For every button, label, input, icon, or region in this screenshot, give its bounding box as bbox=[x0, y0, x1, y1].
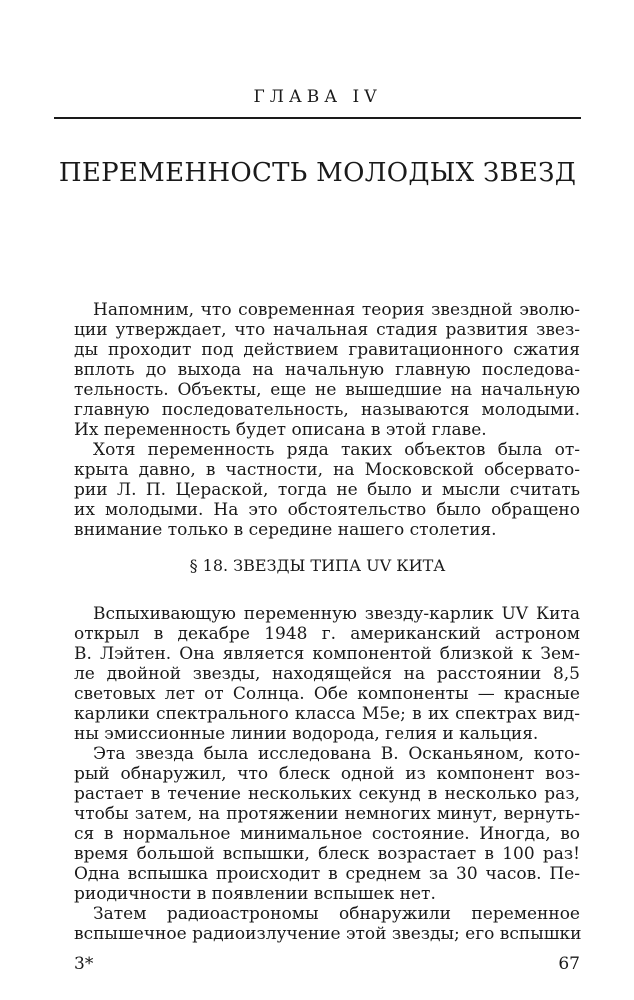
page-number: 67 bbox=[558, 954, 580, 974]
text-line: вплоть до выхода на начальную главную последова- bbox=[74, 360, 580, 380]
signature-mark: 3* bbox=[74, 954, 94, 974]
text-line: открыл в декабре 1948 г. американский астроном bbox=[74, 624, 580, 644]
text-line: Затем радиоастрономы обнаружили переменное bbox=[93, 904, 580, 924]
text-line: ле двойной звезды, находящейся на расстоянии 8,5 bbox=[74, 664, 580, 684]
text-line: риодичности в появлении вспышек нет. bbox=[74, 884, 436, 904]
text-line: рый обнаружил, что блеск одной из компонент воз- bbox=[74, 764, 580, 784]
text-line: главную последовательность, называются молодыми. bbox=[74, 400, 580, 420]
text-line: тельность. Объекты, еще не вышедшие на начальную bbox=[74, 380, 580, 400]
text-line: чтобы затем, на протяжении немногих минут, вернуть- bbox=[74, 804, 580, 824]
section-heading: § 18. ЗВЕЗДЫ ТИПА UV КИТА bbox=[189, 556, 446, 575]
text-line: внимание только в середине нашего столетия. bbox=[74, 520, 497, 540]
text-line: их молодыми. На это обстоятельство было обращено bbox=[74, 500, 580, 520]
text-line: Хотя переменность ряда таких объектов была от- bbox=[93, 440, 580, 460]
text-line: Одна вспышка происходит в среднем за 30 часов. Пе- bbox=[74, 864, 580, 884]
text-line: Эта звезда была исследована В. Осканьяном, кото- bbox=[93, 744, 580, 764]
text-line: ции утверждает, что начальная стадия развития звез- bbox=[74, 320, 580, 340]
text-line: световых лет от Солнца. Обе компоненты — красные bbox=[74, 684, 580, 704]
text-line: Вспыхивающую переменную звезду-карлик UV Кита bbox=[93, 604, 580, 624]
text-line: рии Л. П. Цераской, тогда не было и мысли считать bbox=[74, 480, 580, 500]
header-rule bbox=[54, 117, 581, 119]
text-line: карлики спектрального класса M5e; в их спектрах вид- bbox=[74, 704, 580, 724]
text-line: ся в нормальное минимальное состояние. Иногда, во bbox=[74, 824, 580, 844]
chapter-label: ГЛАВА IV bbox=[253, 87, 382, 107]
text-line: В. Лэйтен. Она является компонентой близкой к Зем- bbox=[74, 644, 580, 664]
text-line: крыта давно, в частности, на Московской обсервато- bbox=[74, 460, 580, 480]
chapter-title: ПЕРЕМЕННОСТЬ МОЛОДЫХ ЗВЕЗД bbox=[58, 158, 577, 188]
text-line: Напомним, что современная теория звездной эволю- bbox=[93, 300, 580, 320]
text-line: вспышечное радиоизлучение этой звезды; его вспышки bbox=[74, 924, 582, 944]
text-line: ды проходит под действием гравитационного сжатия bbox=[74, 340, 580, 360]
text-line: ны эмиссионные линии водорода, гелия и кальция. bbox=[74, 724, 539, 744]
text-line: время большой вспышки, блеск возрастает в 100 раз! bbox=[74, 844, 580, 864]
text-line: растает в течение нескольких секунд в несколько раз, bbox=[74, 784, 580, 804]
text-line: Их переменность будет описана в этой главе. bbox=[74, 420, 487, 440]
